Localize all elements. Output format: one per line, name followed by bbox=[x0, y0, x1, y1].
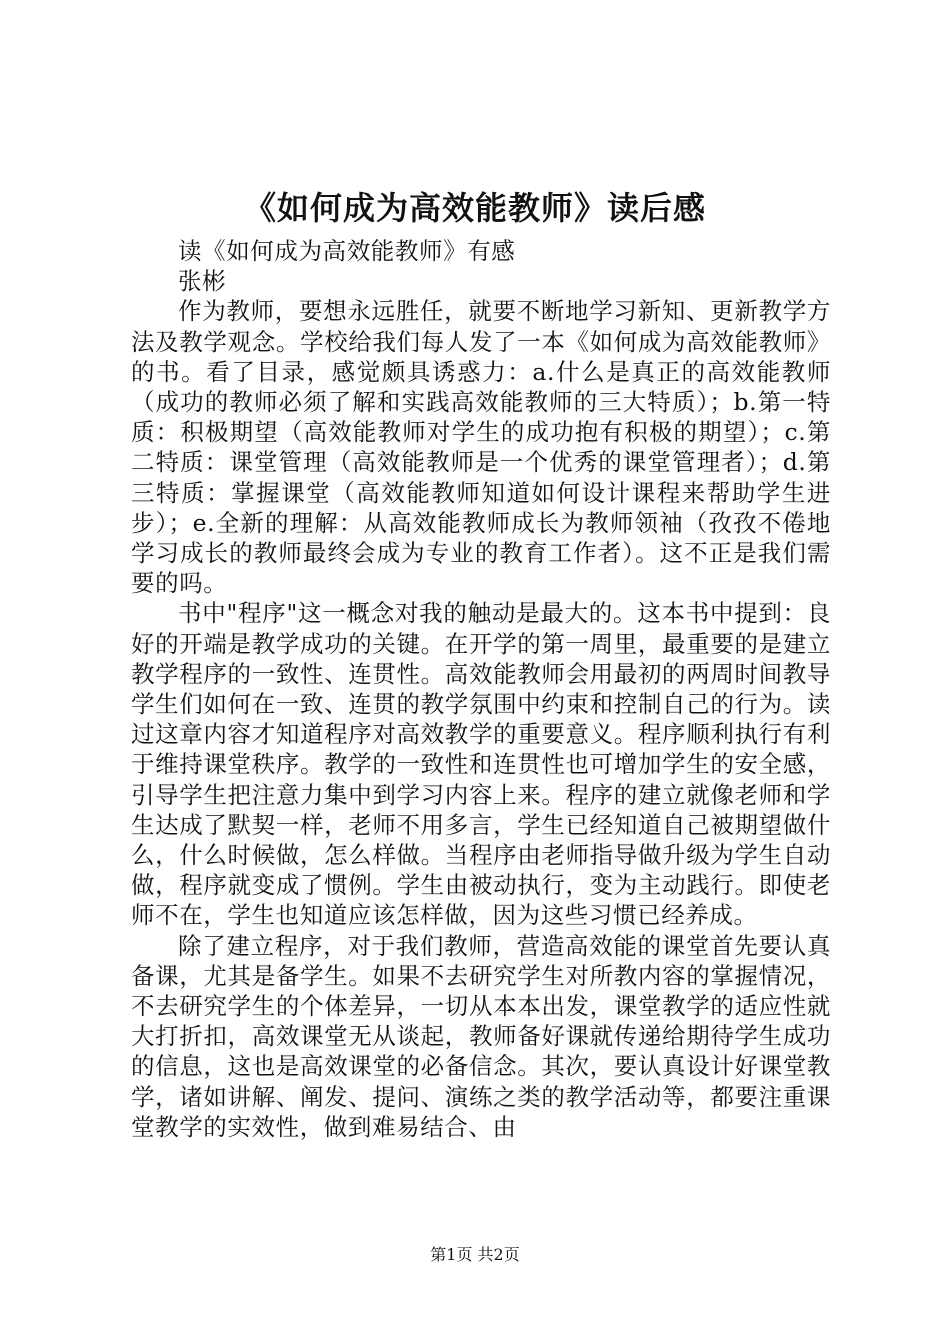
body-paragraph: 除了建立程序，对于我们教师，营造高效能的课堂首先要认真备课，尤其是备学生。如果不去研究学生对所教内容的掌握情况，不去研究学生的个体差异，一切从本本出发，课堂教学的适应性就大打折扣，高效课堂无从谈起，教师备好课就传递给期待学生成功的信息，这也是高效课堂的必备信念。其次，要认真设计好课堂教学，诸如讲解、阐发、提问、演练之类的教学活动等，都要注重课堂教学的实效性，做到难易结合、由 bbox=[131, 931, 831, 1141]
body-paragraph: 书中"程序"这一概念对我的触动是最大的。这本书中提到：良好的开端是教学成功的关键。在开学的第一周里，最重要的是建立教学程序的一致性、连贯性。高效能教师会用最初的两周时间教导学生们如何在一致、连贯的教学氛围中约束和控制自己的行为。读过这章内容才知道程序对高效教学的重要意义。程序顺利执行有利于维持课堂秩序。教学的一致性和连贯性也可增加学生的安全感，引导学生把注意力集中到学习内容上来。程序的建立就像老师和学生达成了默契一样，老师不用多言，学生已经知道自己被期望做什么，什么时候做，怎么样做。当程序由老师指导做升级为学生自动做，程序就变成了惯例。学生由被动执行，变为主动践行。即使老师不在，学生也知道应该怎样做，因为这些习惯已经养成。 bbox=[131, 599, 831, 930]
author-line: 张彬 bbox=[178, 267, 227, 296]
document-body bbox=[131, 236, 831, 1142]
document-title: 《如何成为高效能教师》读后感 bbox=[243, 189, 706, 227]
page-number-footer: 第1页 共2页 bbox=[430, 1245, 520, 1264]
body-paragraph: 作为教师，要想永远胜任，就要不断地学习新知、更新教学方法及教学观念。学校给我们每人发了一本《如何成为高效能教师》的书。看了目录，感觉颇具诱惑力：a.什么是真正的高效能教师（成功的教师必须了解和实践高效能教师的三大特质）；b.第一特质：积极期望（高效能教师对学生的成功抱有积极的期望）；c.第二特质：课堂管理（高效能教师是一个优秀的课堂管理者）；d.第三特质：掌握课堂（高效能教师知道如何设计课程来帮助学生进步）；e.全新的理解：从高效能教师成长为教师领袖（孜孜不倦地学习成长的教师最终会成为专业的教育工作者）。这不正是我们需要的吗。 bbox=[131, 297, 831, 598]
subtitle-line: 读《如何成为高效能教师》有感 bbox=[178, 237, 516, 265]
